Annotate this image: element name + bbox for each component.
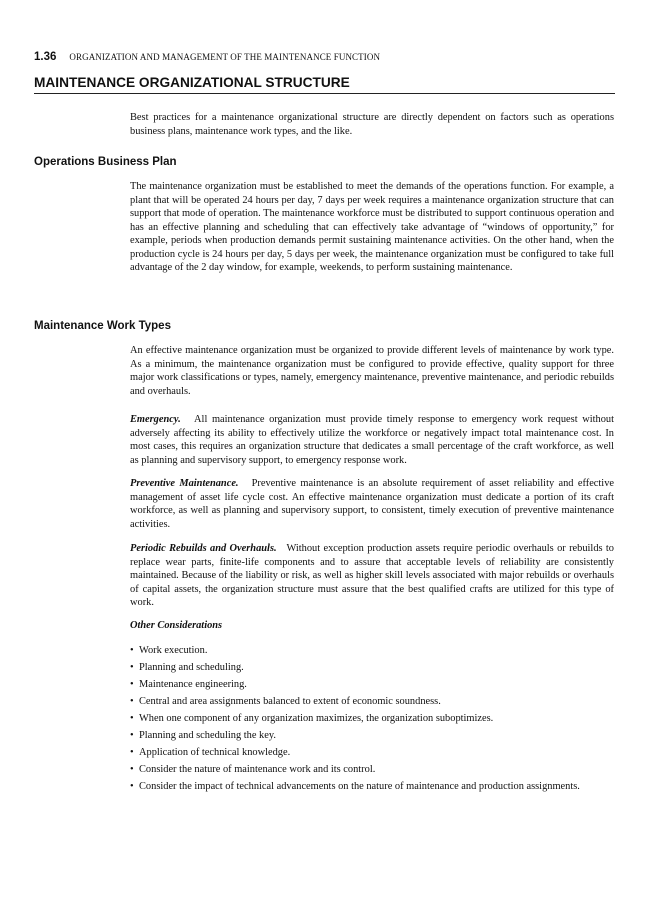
list-item: • Application of technical knowledge.	[130, 746, 614, 760]
work-types-heading: Maintenance Work Types	[34, 320, 171, 332]
periodic-text: Without exception production assets require periodic overhauls or rebuilds to replace wear parts, finite-life components and to assure that acceptable levels of reliability are consistently maintained. Because of the liability or risk, as well as higher skill levels associated with major rebuilds or overhauls of capital assets, the organization structure must assure that the best qualified crafts are utilized for this type of work.	[130, 543, 614, 608]
list-item: • Central and area assignments balanced to extent of economic soundness.	[130, 695, 614, 709]
list-item: • Planning and scheduling the key.	[130, 729, 614, 743]
operations-heading: Operations Business Plan	[34, 156, 177, 168]
emergency-paragraph	[130, 413, 614, 467]
periodic-paragraph	[130, 542, 614, 610]
other-considerations-list	[130, 644, 614, 797]
other-considerations-heading: Other Considerations	[130, 620, 223, 631]
preventive-label: Preventive Maintenance.	[130, 478, 239, 489]
preventive-text: Preventive maintenance is an absolute requirement of asset reliability and effective management of asset life cycle cost. An effective maintenance organization must dedicate a portion of its craft workforce, as well as planning and supervisory support, to consistent, timely execution of preventive maintenance activities.	[130, 478, 615, 530]
operations-paragraph: The maintenance organization must be established to meet the demands of the operations function. For example, a plant that will be operated 24 hours per day, 7 days per week requires a maintenance organization structure that can support that mode of operation. The maintenance workforce must be distributed to support continuous operation and has an effective planning and scheduling that can effectively take advantage of “windows of opportunity,” for example, periods when production demands permit sustaining maintenance activities. On the other hand, when the production cycle is 24 hours per day, 5 days per week, the maintenance organization must be configured to take full advantage of the 2 day window, for example, weekends, to perform sustaining maintenance.	[130, 181, 615, 273]
list-item: • Maintenance engineering.	[130, 678, 614, 692]
page-number: 1.36	[34, 51, 57, 63]
emergency-text: All maintenance organization must provide timely response to emergency work request without adversely affecting its ability to effectively utilize the workforce or negatively impact total maintenance cost. In most cases, this requires an organization structure that dedicates a small percentage of the craft workforce, as well as planning and supervisory support, to emergency response work.	[130, 414, 614, 466]
running-head	[34, 47, 614, 65]
list-item: • Work execution.	[130, 644, 614, 658]
list-item: • Consider the nature of maintenance work and its control.	[130, 763, 614, 777]
emergency-label: Emergency.	[130, 414, 181, 425]
list-item: • Consider the impact of technical advancements on the nature of maintenance and production assignments.	[130, 780, 614, 794]
preventive-paragraph	[130, 477, 614, 531]
list-item: • When one component of any organization maximizes, the organization suboptimizes.	[130, 712, 614, 726]
intro-paragraph: Best practices for a maintenance organizational structure are directly dependent on factors such as operations business plans, maintenance work types, and the like.	[130, 112, 614, 137]
periodic-label: Periodic Rebuilds and Overhauls.	[130, 543, 277, 554]
running-head-title: ORGANIZATION AND MANAGEMENT OF THE MAINTENANCE FUNCTION	[69, 52, 381, 62]
work-types-paragraph: An effective maintenance organization must be organized to provide different levels of maintenance by work type. As a minimum, the maintenance organization must be configured to provide effective, quality support for three major work classifications or types, namely, emergency maintenance, preventive maintenance, and periodic rebuilds and overhauls.	[130, 345, 614, 397]
list-item: • Planning and scheduling.	[130, 661, 614, 675]
section-title: MAINTENANCE ORGANIZATIONAL STRUCTURE	[34, 75, 615, 94]
